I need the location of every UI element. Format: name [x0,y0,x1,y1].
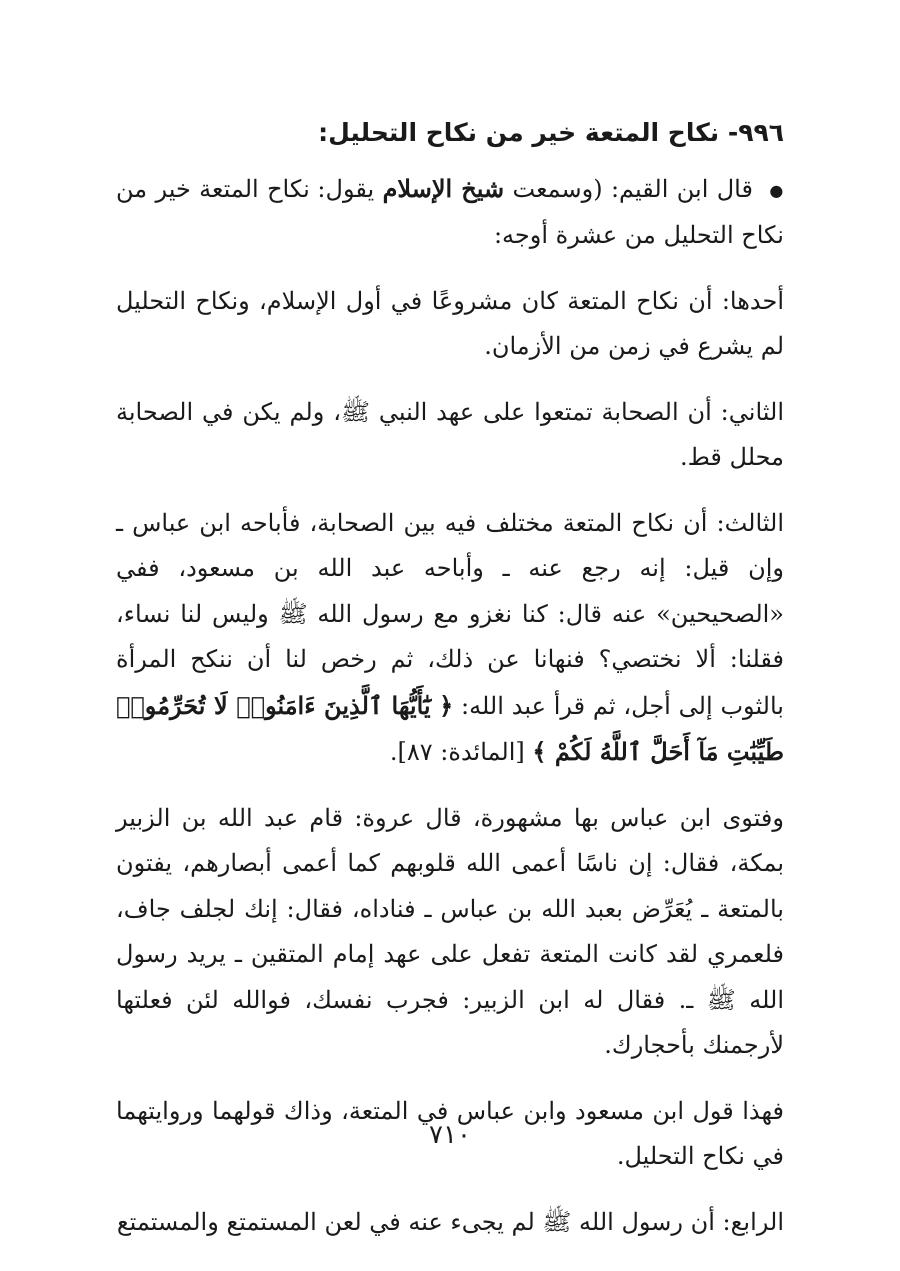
paragraph-6: فهذا قول ابن مسعود وابن عباس في المتعة، وذاك قولهما وروايتهما في نكاح التحليل. [116,1096,784,1171]
paragraph-7: الرابع: أن رسول الله ﷺ لم يجىء عنه في لعن المستمتع والمستمتع [116,1207,784,1236]
paragraph-1-intro: قال ابن القيم: (وسمعت [512,175,753,203]
paragraph-5: وفتوى ابن عباس بها مشهورة، قال عروة: قام عبد الله بن الزبير بمكة، فقال: إن ناسًا أعمى الله قلوبهم كما أعمى أبصارهم، يفتون بالمتعة ـ يُعَرِّض بعبد الله بن عباس ـ فناداه، فقال: إنك لجلف جاف، فلعمري لقد كانت المتعة تفعل على عهد إمام المتقين ـ يريد رسول الله ﷺ ـ. فقال له ابن الزبير: فجرب نفسك، فوالله لئن فعلتها لأرجمنك بأحجارك. [116,803,784,1060]
bullet-icon: ● [769,180,785,200]
page-number: ٧١٠ [429,1120,471,1150]
paragraph-1 [116,166,784,259]
page-body [116,108,784,1265]
paragraph-2: أحدها: أن نكاح المتعة كان مشروعًا في أول الإسلام، ونكاح التحليل لم يشرع في زمن من الأزمان. [116,286,784,361]
paragraph-4 [116,501,784,776]
verse-citation: [المائدة: ٨٧]. [389,738,525,767]
quran-verse: ﴿ يَٰٓأَيُّهَا ٱلَّذِينَ ءَامَنُوا۟ لَا تُحَرِّمُوا۟ طَيِّبَٰتِ مَآ أَحَلَّ ٱللَّهُ لَكُمْ ﴾ [116,690,784,767]
paragraph-4-text: الثالث: أن نكاح المتعة مختلف فيه بين الصحابة، فأباحه ابن عباس ـ وإن قيل: إنه رجع عنه ـ وأباحه عبد الله بن مسعود، ففي «الصحيحين» عنه قال: كنا نغزو مع رسول الله ﷺ وليس لنا نساء، فقلنا: ألا نختصي؟ فنهانا عن ذلك، ثم رخص لنا أن ننكح المرأة بالثوب إلى أجل، ثم قرأ عبد الله: [116,508,784,720]
paragraph-1-name: شيخ الإسلام [382,174,505,203]
paragraph-1-rest: يقول: نكاح المتعة خير من نكاح التحليل من عشرة أوجه: [116,175,784,250]
paragraph-3: الثاني: أن الصحابة تمتعوا على عهد النبي ﷺ، ولم يكن في الصحابة محلل قط. [116,397,784,472]
section-heading: ٩٩٦- نكاح المتعة خير من نكاح التحليل: [318,118,784,147]
